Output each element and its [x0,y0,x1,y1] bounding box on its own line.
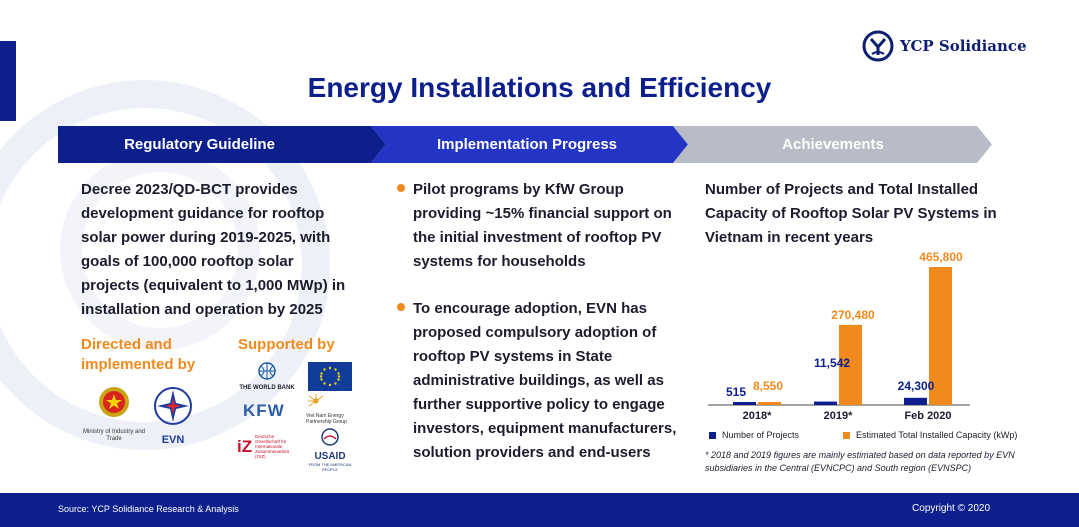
implementation-bullet-1: Pilot programs by KfW Group providing ~15% financial support on the initial investment of rooftop PV systems for households [413,181,672,270]
ycp-logo-icon [862,30,894,62]
world-bank-text: THE WORLD BANK [239,385,295,391]
legend-label: Estimated Total Installed Capacity (kWp) [856,430,1018,440]
data-label-number-of-projects: 11,542 [813,356,851,370]
eu-stars-icon [308,362,352,391]
tab-implementation-progress: Implementation Progress [436,136,618,153]
decree-paragraph [81,178,356,322]
evn-star-icon [153,386,193,426]
vietnam-emblem-icon [81,384,147,424]
world-bank-logo [236,362,298,391]
legend-installed-capacity [843,430,1017,440]
bullet-icon [397,184,405,192]
sunburst-icon [306,394,356,408]
chart-title: Number of Projects and Total Installed Capacity of Rooftop Solar PV Systems in Vietnam in recent years [705,181,997,246]
vn-energy-partnership-logo [306,394,356,425]
evn-text: EVN [161,434,185,446]
globe-icon [236,362,298,380]
giz-caption: Deutsche Gesellschaft für Internationale Zusammenarbeit (GIZ) [255,434,289,459]
eu-flag-logo [308,362,352,391]
usaid-caption: FROM THE AMERICAN PEOPLE [308,462,352,472]
evn-logo [153,386,193,446]
legend-swatch-navy [709,432,716,439]
legend-label: Number of Projects [722,430,800,440]
x-tick-label: Feb 2020 [904,410,952,422]
data-label-installed-capacity: 465,800 [919,250,963,264]
legend-number-of-projects [709,430,799,440]
x-tick-label: 2019* [823,410,853,422]
page-title: Energy Installations and Efficiency [307,72,772,103]
footer-copyright: Copyright © 2020 [912,503,990,514]
usaid-logo [308,428,352,472]
ministry-logo [81,384,147,443]
x-tick-label: 2018* [742,410,772,422]
brand-name: YCP Solidiance [900,37,1027,55]
supported-by-label: Supported by [238,336,335,353]
usaid-text: USAID [314,451,346,462]
bar-installed-capacity [758,402,781,405]
data-label-number-of-projects: 515 [725,385,747,399]
vn-energy-caption: Viet Nam Energy Partnership Group [306,413,347,425]
footer-source: Source: YCP Solidiance Research & Analysis [58,504,239,514]
data-label-number-of-projects: 24,300 [897,379,935,393]
tab-regulatory-guideline: Regulatory Guideline [124,136,275,153]
ministry-caption: Ministry of Industry and Trade [82,429,146,442]
footer [0,493,1079,527]
data-label-installed-capacity: 8,550 [752,379,784,393]
bar-number-of-projects [814,402,837,405]
data-label-installed-capacity: 270,480 [831,308,875,322]
giz-text: iZ [237,436,253,456]
decree-description: provides development guidance for rooftop solar power during 2019-2025, with goals of 100,000 rooftop solar projects (equivalent to 1,000 MWp) in installation and operation by 2025 [81,181,346,318]
tab-achievements: Achievements [782,136,884,153]
bar-number-of-projects [733,402,756,405]
decree-title: Decree 2023/QD-BCT [81,181,232,198]
bar-number-of-projects [904,398,927,405]
directed-by-label: Directed and implemented by [81,336,196,373]
chart-footnote: * 2018 and 2019 figures are mainly estimated based on data reported by EVN subsidiaries in the Central (EVNCPC) and South region (EVNSPC) [705,450,1015,473]
bullet-icon [397,303,405,311]
implementation-bullet-2: To encourage adoption, EVN has proposed compulsory adoption of rooftop PV systems in State administrative buildings, as well as further supportive policy to engage investors, equipment manufacturers, solution providers and end-users [413,300,677,461]
achievements-bar-chart [705,245,1035,425]
giz-logo [237,434,299,459]
usaid-seal-icon [308,428,352,446]
legend-swatch-orange [843,432,850,439]
brand [862,30,1027,62]
kfw-logo: KFW [243,401,285,420]
